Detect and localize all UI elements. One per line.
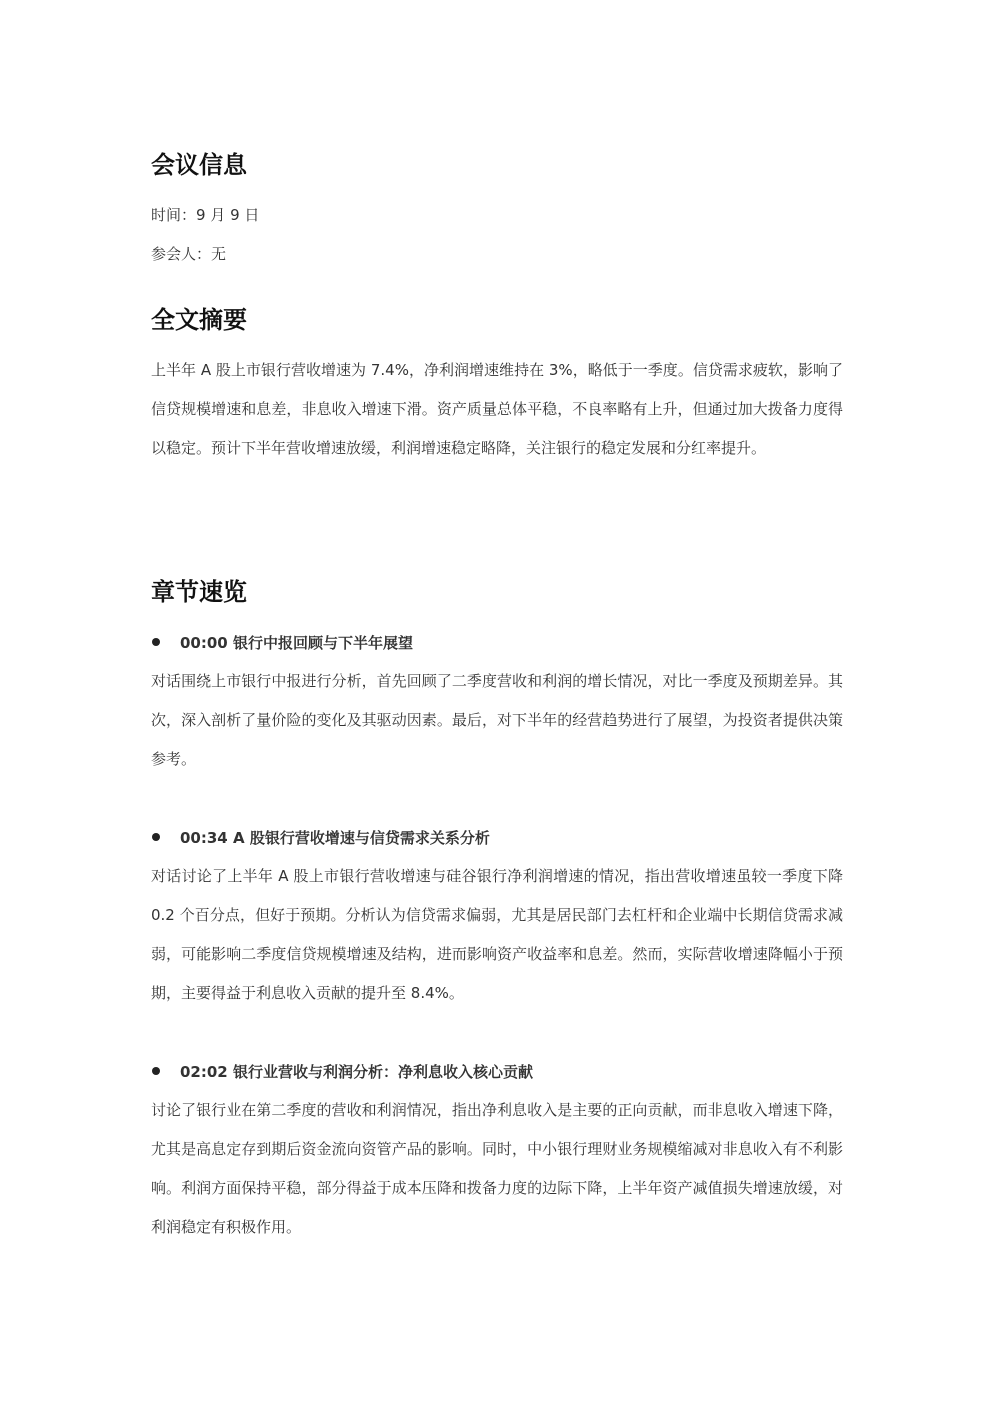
chapter-title-text: 银行业营收与利润分析：净利息收入核心贡献 (232, 1063, 533, 1081)
meeting-time (151, 205, 259, 225)
chapter-timestamp: 02:02 (180, 1063, 228, 1081)
summary-text: 上半年 A 股上市银行营收增速为 7.4%，净利润增速维持在 3%，略低于一季度。信贷需求疲软，影响了信贷规模增速和息差，非息收入增速下滑。资产质量总体平稳，不良率略有上升，但通过加大拨备力度得以稳定。预计下半年营收增速放缓，利润增速稳定略降，关注银行的稳定发展和分红率提升。 (151, 361, 843, 457)
bullet-icon (152, 638, 160, 646)
summary-heading: 全文摘要 (151, 306, 247, 334)
chapter-timestamp: 00:34 (180, 829, 228, 847)
bullet-icon (152, 833, 160, 841)
chapter-title (151, 1061, 533, 1083)
chapter-title-text: A 股银行营收增速与信贷需求关系分析 (232, 829, 490, 847)
chapter-timestamp: 00:00 (180, 634, 228, 652)
meeting-info-heading: 会议信息 (151, 151, 247, 179)
meeting-attendees (151, 244, 226, 264)
chapter-title (151, 632, 413, 654)
bullet-icon (152, 1067, 160, 1075)
chapter-text: 对话围绕上市银行中报进行分析，首先回顾了二季度营收和利润的增长情况，对比一季度及预期差异。其次，深入剖析了量价险的变化及其驱动因素。最后，对下半年的经营趋势进行了展望，为投资者提供决策参考。 (151, 672, 843, 768)
meeting-attendees-label: 参会人： (151, 245, 212, 263)
chapter-text: 对话讨论了上半年 A 股上市银行营收增速与硅谷银行净利润增速的情况，指出营收增速虽较一季度下降 0.2 个百分点，但好于预期。分析认为信贷需求偏弱，尤其是居民部门去杠杆和企业端中长期信贷需求减弱，可能影响二季度信贷规模增速及结构，进而影响资产收益率和息差。然而，实际营收增速降幅小于预期，主要得益于利息收入贡献的提升至 8.4%。 (151, 867, 843, 1002)
chapter-text: 讨论了银行业在第二季度的营收和利润情况，指出净利息收入是主要的正向贡献，而非息收入增速下降，尤其是高息定存到期后资金流向资管产品的影响。同时，中小银行理财业务规模缩减对非息收入有不利影响。利润方面保持平稳，部分得益于成本压降和拨备力度的边际下降，上半年资产减值损失增速放缓，对利润稳定有积极作用。 (151, 1101, 843, 1236)
chapter-title-text: 银行中报回顾与下半年展望 (232, 634, 413, 652)
chapter-title (151, 827, 490, 849)
chapters-heading: 章节速览 (151, 578, 247, 606)
meeting-time-label: 时间： (151, 206, 197, 224)
meeting-time-value: 9 月 9 日 (196, 206, 260, 224)
meeting-attendees-value: 无 (211, 245, 227, 263)
